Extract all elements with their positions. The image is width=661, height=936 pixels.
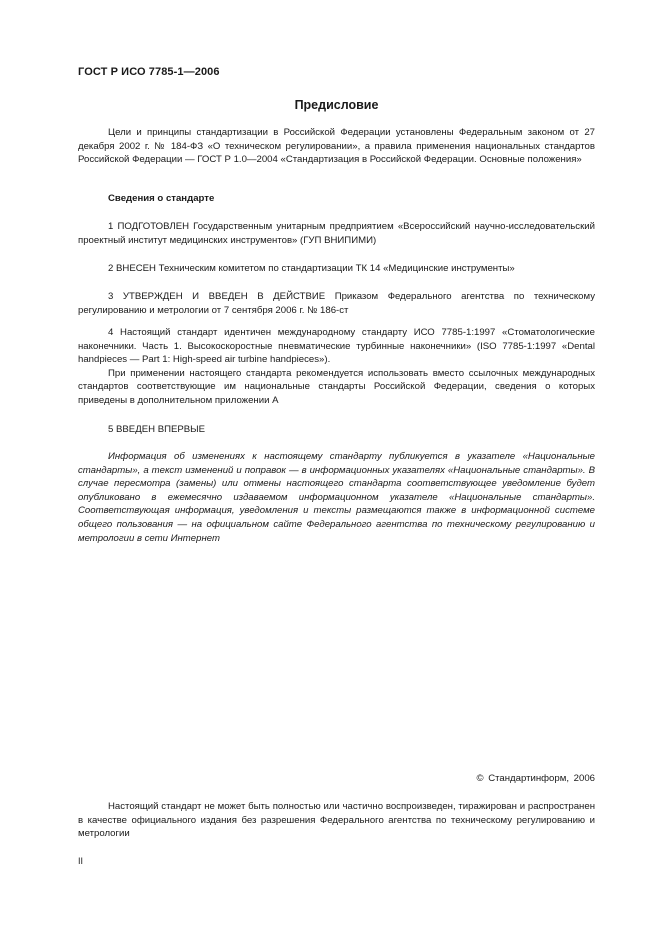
document-header: ГОСТ Р ИСО 7785-1—2006 (78, 66, 220, 78)
footer-note-block (78, 800, 595, 841)
item-4-block (78, 326, 595, 408)
item-5: 5 ВВЕДЕН ВПЕРВЫЕ (108, 424, 206, 435)
copyright-notice: © Стандартинформ, 2006 (476, 773, 595, 784)
item-2-block (78, 262, 595, 276)
page-number: II (78, 856, 84, 866)
item-1-block (78, 220, 595, 247)
item-4-note: При применении настоящего стандарта рекомендуется использовать вместо ссылочных международных стандартов соответствующие им национальные стандарты Российской Федерации, сведения о которых приведены в дополнительном приложении А (78, 367, 595, 406)
page-title: Предисловие (294, 98, 379, 112)
standard-info-heading: Сведения о стандарте (108, 193, 215, 204)
item-5-block (78, 423, 595, 437)
notice-block (78, 450, 595, 545)
intro-paragraph-block (78, 126, 595, 167)
item-2: 2 ВНЕСЕН Техническим комитетом по стандартизации ТК 14 «Медицинские инструменты» (108, 263, 515, 274)
notice-paragraph: Информация об изменениях к настоящему стандарту публикуется в указателе «Национальные стандарты», а текст изменений и поправок — в информационных указателях «Национальные стандарты». В случае пересмотра (замены) или отмены настоящего стандарта соответствующее уведомление будет опубликовано в ежемесячно издаваемом информационном указателе «Национальные стандарты». Соответствующая информация, уведомления и тексты размещаются также в информационной системе общего пользования — на официальном сайте Федерального агентства по техническому регулированию и метрологии в сети Интернет (78, 451, 595, 544)
item-4: 4 Настоящий стандарт идентичен международному стандарту ИСО 7785-1:1997 «Стоматологические наконечники. Часть 1. Высокоскоростные пневматические турбинные наконечники» (ISO 7785-1:1997 «Dental handpieces — Part 1: High-speed air turbine handpieces»). (78, 327, 595, 366)
intro-paragraph: Цели и принципы стандартизации в Российской Федерации установлены Федеральным законом от 27 декабря 2002 г. № 184-ФЗ «О техническом регулировании», а правила применения национальных стандартов Российской Федерации — ГОСТ Р 1.0—2004 «Стандартизация в Российской Федерации. Основные положения» (78, 127, 595, 166)
item-3: 3 УТВЕРЖДЕН И ВВЕДЕН В ДЕЙСТВИЕ Приказом Федерального агентства по техническому регулированию и метрологии от 7 сентября 2006 г. № 186-ст (78, 291, 595, 316)
item-3-block (78, 290, 595, 317)
item-1: 1 ПОДГОТОВЛЕН Государственным унитарным предприятием «Всероссийский научно-исследовательский проектный институт медицинских инструментов» (ГУП ВНИПИМИ) (78, 221, 595, 246)
footer-note: Настоящий стандарт не может быть полностью или частично воспроизведен, тиражирован и распространен в качестве официального издания без разрешения Федерального агентства по техническому регулированию и метрологии (78, 801, 595, 840)
